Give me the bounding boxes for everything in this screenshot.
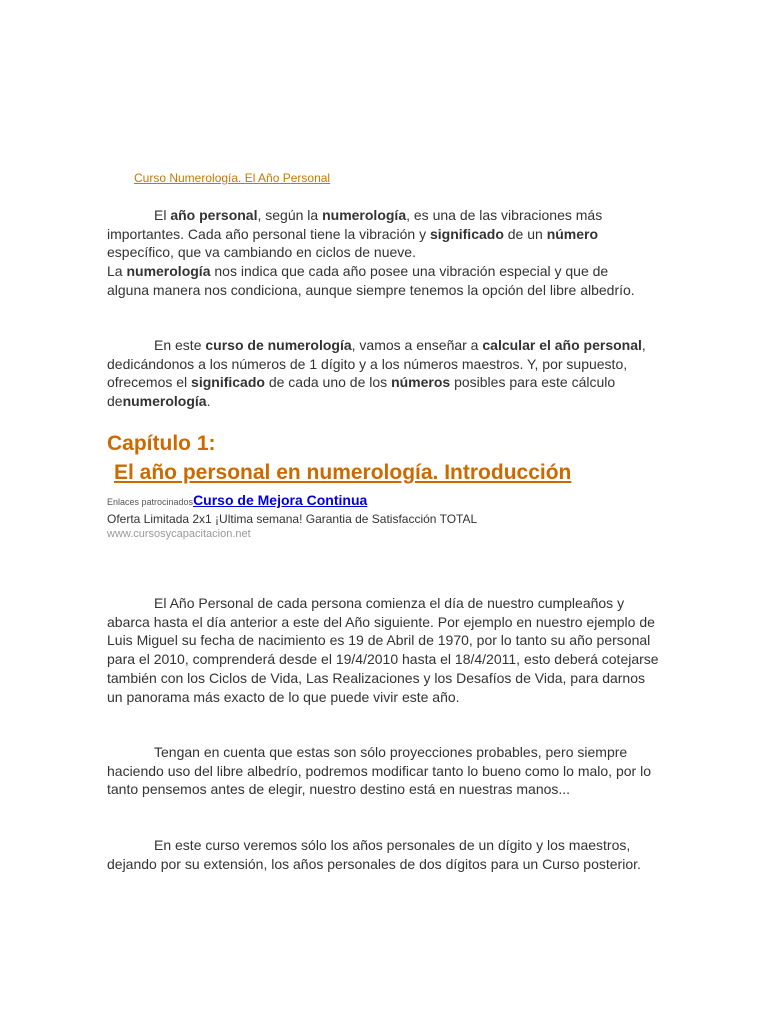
text-run: El Año Personal de cada persona comienza el día de nuestro cumpleaños y abarca hasta el día anterior a este del Año siguiente. Por ejemplo en nuestro ejemplo de Luis Miguel su fecha de nacimiento es 19 de Abril de 1970, por lo tanto su año personal para el 2010, comprenderá desde el 19/4/2010 hasta el 18/4/2011, esto deberá cotejarse también con los Ciclos de Vida, Las Realizaciones y los Desafíos de Vida, para darnos un panorama más exacto de lo que puede vivir este año. bbox=[107, 595, 659, 705]
bold-term: numerología bbox=[122, 393, 207, 410]
scope-paragraph bbox=[107, 836, 662, 873]
bold-term: significado bbox=[429, 225, 504, 242]
text-run: . bbox=[206, 393, 211, 410]
text-run: específico, que va cambiando en ciclos de nueve. bbox=[107, 244, 416, 261]
text-run: El bbox=[154, 207, 171, 223]
chapter-title: Capítulo 1: bbox=[107, 432, 216, 455]
bold-term: año personal bbox=[170, 207, 258, 223]
bold-term: significado bbox=[191, 374, 265, 391]
text-run: En este bbox=[154, 337, 206, 353]
bold-term: curso de numerología bbox=[205, 337, 352, 353]
ad-description: Oferta Limitada 2x1 ¡Ultima semana! Garantia de Satisfacción TOTAL bbox=[107, 512, 478, 526]
course-title-link[interactable]: Curso Numerología. El Año Personal bbox=[134, 171, 331, 185]
text-run: nos indica que cada año posee una vibración especial y que de alguna manera nos condiciona, aunque siempre tenemos la opción del libre albedrío. bbox=[107, 263, 635, 298]
text-run: En este curso veremos sólo los años personales de un dígito y los maestros, dejando por su extensión, los años personales de dos dígitos para un Curso posterior. bbox=[107, 837, 641, 872]
bold-term: numerología bbox=[322, 207, 407, 223]
text-run: Tengan en cuenta que estas son sólo proyecciones probables, pero siempre haciendo uso del libre albedrío, podremos modificar tanto lo bueno como lo malo, por lo tanto pensemos antes de elegir, nuestro destino está en nuestras manos... bbox=[107, 744, 651, 798]
sponsored-ad bbox=[107, 492, 662, 542]
bold-term: numerología bbox=[126, 263, 211, 280]
text-run: de un bbox=[503, 225, 547, 242]
intro-paragraph bbox=[107, 206, 652, 300]
ad-url[interactable]: www.cursosycapacitacion.net bbox=[107, 528, 251, 540]
bold-term: número bbox=[546, 225, 599, 242]
course-paragraph bbox=[107, 336, 652, 411]
text-run: posibles para este cálculo de bbox=[107, 374, 616, 410]
text-run: La bbox=[107, 263, 127, 280]
text-run: , dedicándonos a los números de 1 dígito y a los números maestros. Y, por supuesto, ofrecemos el bbox=[107, 337, 646, 391]
text-run: , vamos a enseñar a bbox=[351, 337, 483, 353]
bold-term: calcular el año personal bbox=[482, 337, 642, 353]
bold-term: números bbox=[391, 374, 451, 391]
text-run: , según la bbox=[257, 207, 323, 223]
ad-link[interactable]: Curso de Mejora Continua bbox=[193, 492, 368, 508]
chapter-heading bbox=[107, 429, 571, 487]
sponsor-label: Enlaces patrocinados bbox=[107, 497, 194, 507]
text-run: , es una de las vibraciones más importantes. Cada año personal tiene la vibración y bbox=[107, 207, 603, 242]
chapter-subtitle-link[interactable]: El año personal en numerología. Introducción bbox=[114, 461, 572, 484]
projections-paragraph bbox=[107, 743, 662, 799]
personal-year-paragraph bbox=[107, 594, 662, 706]
text-run: de cada uno de los bbox=[264, 374, 392, 391]
